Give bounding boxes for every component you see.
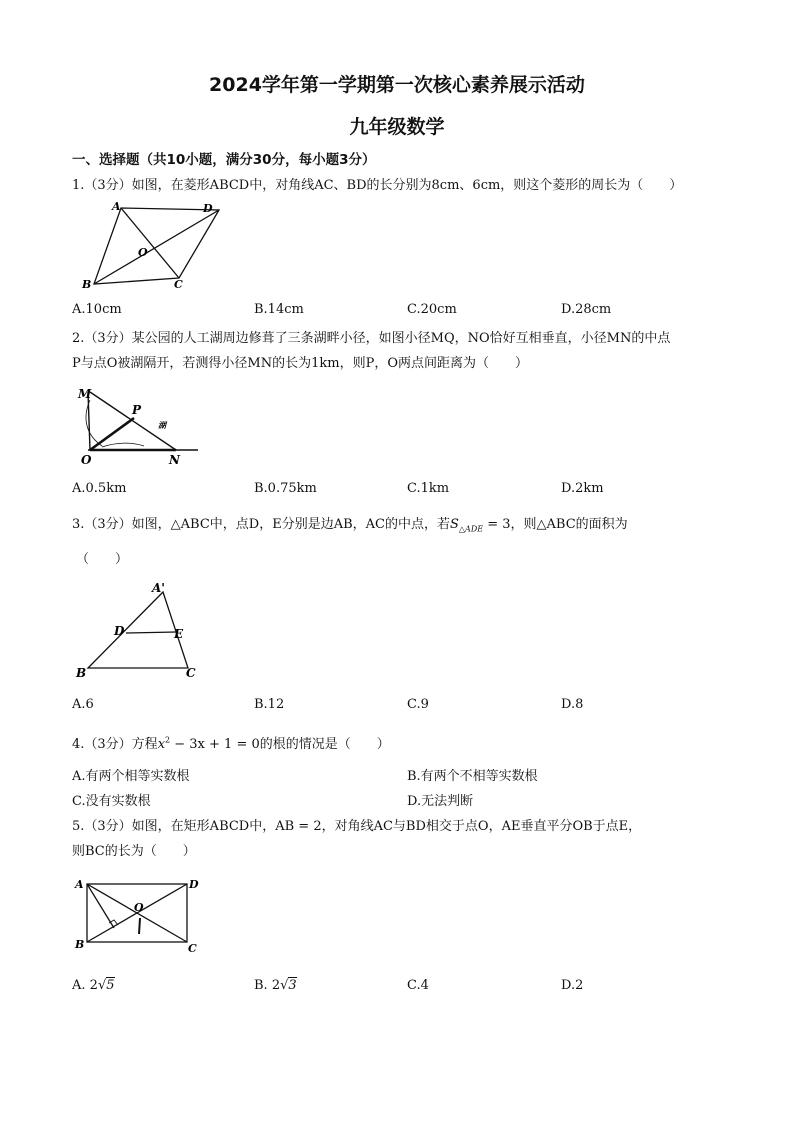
q3-option-a: A.6 xyxy=(72,697,94,712)
label-d: D xyxy=(203,202,213,215)
label-m: M xyxy=(78,387,92,401)
label-o: O xyxy=(134,901,144,914)
q4-option-c: C.没有实数根 xyxy=(72,794,151,809)
label-b: B xyxy=(82,278,92,291)
question-3-line-2: （ ） xyxy=(76,552,129,567)
q5-option-d: D.2 xyxy=(561,978,584,993)
q1-option-b: B.14cm xyxy=(254,302,304,317)
q4-text-end: 的根的情况是（ ） xyxy=(259,737,390,752)
lake-paths-figure xyxy=(72,380,202,470)
label-a: A xyxy=(75,878,84,891)
label-d: D xyxy=(114,624,125,638)
area-subscript: △ADE xyxy=(458,524,484,534)
q3-option-d: D.8 xyxy=(561,697,584,712)
label-c: C xyxy=(186,666,196,680)
label-a: A xyxy=(112,200,121,213)
q1-option-d: D.28cm xyxy=(561,302,612,317)
q5-option-c: C.4 xyxy=(407,978,429,993)
q1-option-a: A.10cm xyxy=(72,302,122,317)
label-o: O xyxy=(81,453,92,467)
q5-option-a-radicand: 5 xyxy=(106,978,115,993)
q2-option-b: B.0.75km xyxy=(254,481,317,496)
label-c: C xyxy=(188,942,197,955)
rectangle-figure xyxy=(72,872,212,958)
q4-option-d: D.无法判断 xyxy=(407,794,474,809)
label-b: B xyxy=(75,938,85,951)
q3-text-start: 3.（3分）如图，△ABC中，点D，E分别是边AB，AC的中点，若 xyxy=(72,517,450,532)
q2-option-a: A.0.5km xyxy=(72,481,127,496)
label-a: A' xyxy=(152,581,165,595)
q3-option-b: B.12 xyxy=(254,697,285,712)
q2-option-d: D.2km xyxy=(561,481,604,496)
label-lake: 湖 xyxy=(158,420,166,430)
q4-option-a: A.有两个相等实数根 xyxy=(72,769,190,784)
q5-option-a xyxy=(72,978,115,993)
q1-option-c: C.20cm xyxy=(407,302,457,317)
question-2-line-1: 2.（3分）某公园的人工湖周边修葺了三条湖畔小径，如图小径MQ，NO恰好互相垂直，小径MN的中点 xyxy=(72,331,671,346)
label-n: N xyxy=(169,453,180,467)
area-symbol: S xyxy=(450,517,459,532)
sqrt-icon: √ xyxy=(280,978,289,993)
question-3-line-1 xyxy=(72,513,628,534)
q5-option-b-radicand: 3 xyxy=(288,978,297,993)
label-e: E xyxy=(174,627,184,641)
label-p: P xyxy=(132,403,142,417)
label-d: D xyxy=(189,878,199,891)
page-title: 2024学年第一学期第一次核心素养展示活动 xyxy=(209,74,585,96)
label-c: C xyxy=(174,278,183,291)
equation-exponent: 2 xyxy=(165,735,171,745)
equation-variable: x xyxy=(157,737,166,752)
q4-option-b: B.有两个不相等实数根 xyxy=(407,769,538,784)
equation-rest: − 3x + 1 = 0 xyxy=(170,737,260,752)
q4-text-start: 4.（3分）方程 xyxy=(72,737,158,752)
q5-option-a-coef: A. 2 xyxy=(72,978,98,993)
question-5-line-1: 5.（3分）如图，在矩形ABCD中，AB = 2，对角线AC与BD相交于点O，AE垂直平分OB于点E， xyxy=(72,819,642,834)
rhombus-figure xyxy=(74,198,234,294)
question-2-line-2: P与点O被湖隔开，若测得小径MN的长为1km，则P，O两点间距离为（ ） xyxy=(72,356,528,371)
label-b: B xyxy=(76,666,87,680)
q5-option-b xyxy=(254,978,297,993)
q3-text-end: = 3，则△ABC的面积为 xyxy=(483,517,628,532)
label-o: O xyxy=(138,246,148,259)
question-5-line-2: 则BC的长为（ ） xyxy=(72,844,196,859)
question-1-text: 1.（3分）如图，在菱形ABCD中，对角线AC、BD的长分别为8cm、6cm，则这个菱形的周长为（ ） xyxy=(72,178,683,193)
question-4-text xyxy=(72,733,390,752)
page-subtitle: 九年级数学 xyxy=(349,116,445,138)
section-heading-choice: 一、选择题（共10小题，满分30分，每小题3分） xyxy=(72,152,376,168)
q3-option-c: C.9 xyxy=(407,697,429,712)
q5-option-b-coef: B. 2 xyxy=(254,978,281,993)
sqrt-icon: √ xyxy=(97,978,107,993)
q2-option-c: C.1km xyxy=(407,481,450,496)
triangle-figure xyxy=(72,578,212,686)
